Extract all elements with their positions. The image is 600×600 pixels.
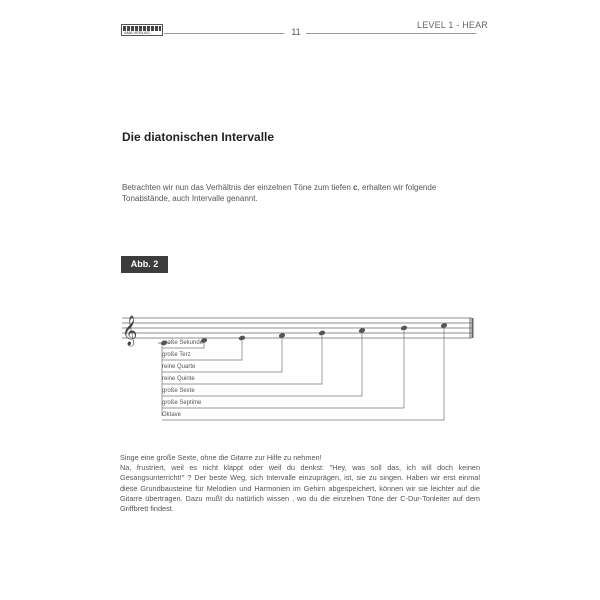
header-rule-left [164,33,284,34]
page-number: 11 [291,27,301,37]
figure-badge: Abb. 2 [121,256,168,273]
level-label: LEVEL 1 - HEAR [417,20,488,30]
body-text [120,453,480,514]
interval-label: reine Quinte [162,376,195,382]
intro-text-end: , erhalten wir folgende Tonabstände, auch Intervalle genannt. [122,183,437,203]
section-title: Die diatonischen Intervalle [122,130,275,144]
interval-label: große Septime [162,400,202,406]
intro-note: c [353,183,358,192]
interval-label: Oktave [162,412,182,418]
note-h [400,325,408,332]
sing-instruction: Singe eine große Sexte, ohne die Gitarre zur Hilfe zu nehmen! [120,453,322,462]
body-paragraph: Na, frustriert, weil es nicht klappt oder weil du denkst: "Hey, was soll das, ich will doch keinen Gesangsunterricht!" ? Der beste Weg, sich Intervalle einzuprägen, ist, sie zu singen. Haben wir erst einmal diese Grundbausteine für Melodien und Harmonien im Gehirn abgespeichert, können wir sie leichter auf die Gitarre übertragen. Dazu mußt du natürlich wissen , wo du die einzelnen Töne der C-Dur-Tonleiter auf dem Griffbrett findest. [120,463,480,514]
note-e [238,335,246,342]
publisher-logo [121,24,163,36]
intro-paragraph [122,182,482,204]
interval-label: große Sexte [162,388,195,394]
header-rule-right [306,33,476,34]
interval-label: große Terz [162,352,191,358]
logo-text: AMA VERLAG [124,30,150,35]
treble-clef-icon: 𝄞 [122,316,138,346]
note-g [318,330,326,337]
intro-text-start: Betrachten wir nun das Verhältnis der einzelnen Töne zum tiefen [122,183,354,192]
interval-label: reine Quarte [162,364,196,370]
interval-label: große Sekunde [162,340,204,346]
